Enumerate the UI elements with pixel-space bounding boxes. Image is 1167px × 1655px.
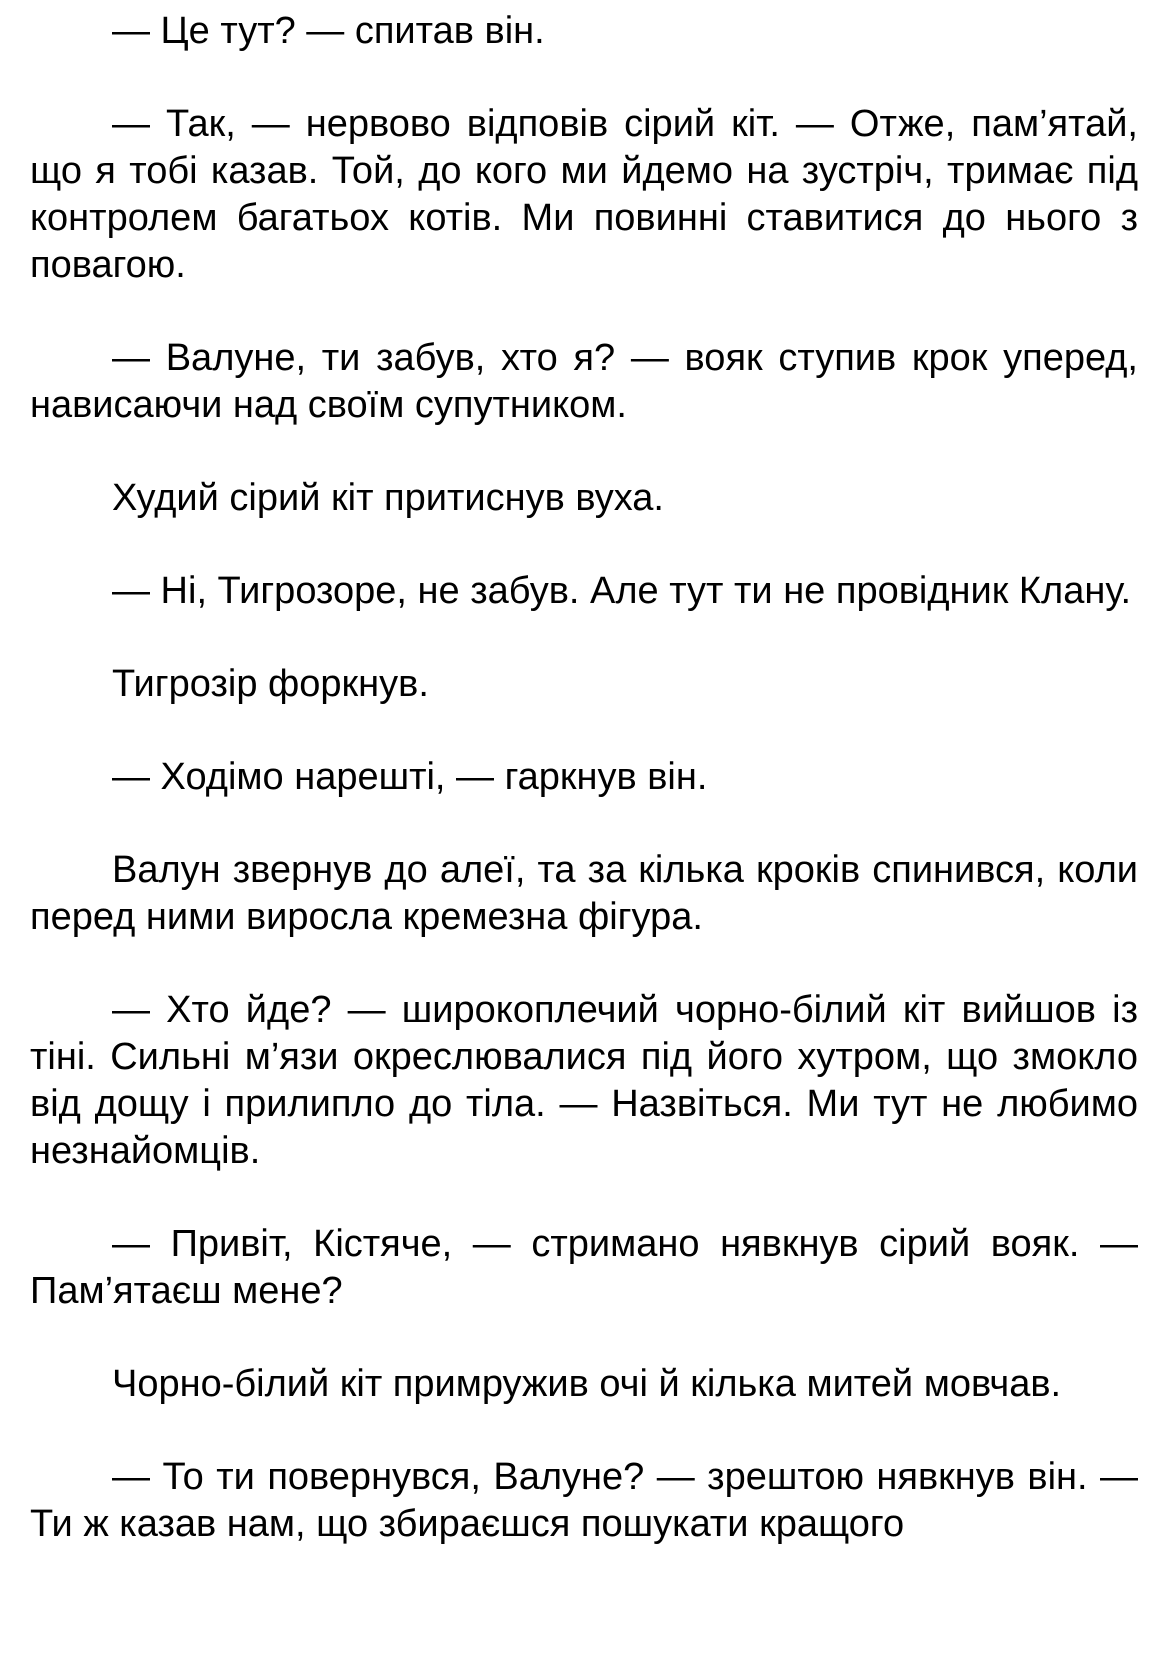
- paragraph: Тигрозір форкнув.: [112, 663, 429, 705]
- paragraph: — То ти повернувся, Валуне? — зрештою нявкнув він. — Ти ж казав нам, що збираєшся пошукати кращого: [30, 1456, 1138, 1545]
- book-page: [30, 8, 1138, 1548]
- paragraph: Валун звернув до алеї, та за кілька кроків спинився, коли перед ними виросла кремезна фігура.: [30, 849, 1138, 938]
- paragraph: — Хто йде? — широкоплечий чорно-білий кіт вийшов із тіні. Сильні м’язи окреслювалися під його хутром, що змокло від дощу і прилипло до тіла. — Назвіться. Ми тут не любимо незнайомців.: [30, 989, 1138, 1172]
- paragraph: — Валуне, ти забув, хто я? — вояк ступив крок уперед, нависаючи над своїм супутником.: [30, 337, 1138, 426]
- paragraph: Худий сірий кіт притиснув вуха.: [112, 477, 664, 519]
- paragraph: — Так, — нервово відповів сірий кіт. — Отже, пам’ятай, що я тобі казав. Той, до кого ми йдемо на зустріч, тримає під контролем багатьох котів. Ми повинні ставитися до нього з повагою.: [30, 103, 1138, 286]
- paragraph: — Ні, Тигрозоре, не забув. Але тут ти не провідник Клану.: [112, 570, 1132, 612]
- paragraph: — Привіт, Кістяче, — стримано нявкнув сірий вояк. — Пам’ятаєш мене?: [30, 1223, 1138, 1312]
- paragraph: Чорно-білий кіт примружив очі й кілька митей мовчав.: [112, 1363, 1062, 1405]
- paragraph: — Ходімо нарешті, — гаркнув він.: [112, 756, 708, 798]
- paragraph: — Це тут? — спитав він.: [112, 10, 545, 52]
